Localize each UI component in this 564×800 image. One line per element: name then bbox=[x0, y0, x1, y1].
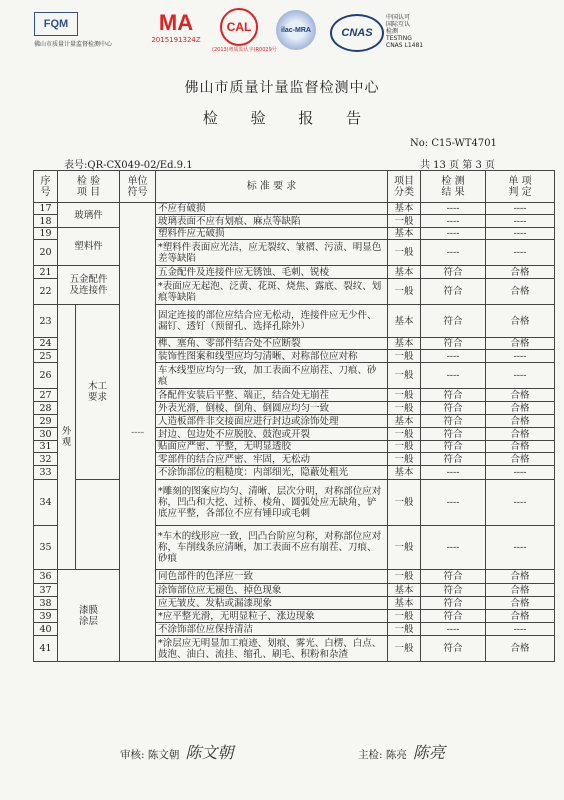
standard-requirement: 塑料件应无破损 bbox=[156, 228, 388, 240]
fqm-logo-caption: 佛山市质量计量监督检测中心 bbox=[34, 41, 113, 48]
item-group-label bbox=[58, 203, 120, 228]
item-judgement: 合格 bbox=[486, 453, 555, 466]
standard-requirement: 装饰性图案和线型应均匀清晰、对称部位应对称 bbox=[156, 350, 388, 363]
item-judgement: 合格 bbox=[486, 441, 555, 453]
item-class: 基本 bbox=[388, 228, 421, 240]
standard-requirement: *雕刻的图案应均匀、清晰、层次分明，对称部位应对称，凹凸和大挖、过桥、棱角、圆弧处应无缺角，铲底应平整，各部位不应有锤印或毛刺 bbox=[156, 480, 388, 526]
table-row bbox=[34, 480, 555, 526]
test-result: ---- bbox=[421, 240, 486, 266]
item-group-text: 五金配件 及连接件 bbox=[69, 274, 108, 296]
row-number: 21 bbox=[34, 266, 58, 279]
standard-requirement: 玻璃表面不应有划痕、麻点等缺陷 bbox=[156, 215, 388, 228]
item-class: 一般 bbox=[388, 215, 421, 228]
report-number: No: C15-WT4701 bbox=[410, 138, 497, 149]
standard-requirement: 五金配件及连接件应无锈蚀、毛刺、锐棱 bbox=[156, 266, 388, 279]
row-number: 22 bbox=[34, 279, 58, 305]
row-number: 20 bbox=[34, 240, 58, 266]
standard-requirement: *表面应无起泡、泛黄、花斑、烧焦、露底、裂纹、划痕等缺陷 bbox=[156, 279, 388, 305]
standard-requirement: 应无皱皮、发粘或漏漆现象 bbox=[156, 597, 388, 610]
item-judgement: 合格 bbox=[486, 415, 555, 428]
test-result: 符合 bbox=[421, 441, 486, 453]
item-group-text: 玻璃件 bbox=[74, 209, 103, 221]
report-title: 检 验 报 告 bbox=[202, 109, 376, 127]
row-number: 24 bbox=[34, 338, 58, 350]
row-number: 28 bbox=[34, 402, 58, 415]
row-number: 40 bbox=[34, 623, 58, 636]
row-number: 26 bbox=[34, 363, 58, 389]
col-unit-header: 单位 符号 bbox=[120, 171, 156, 203]
standard-requirement: 零部件的结合应严密、牢固，无松动 bbox=[156, 453, 388, 466]
test-result: ---- bbox=[421, 466, 486, 480]
cnas-caption-line: 检测 bbox=[386, 28, 399, 35]
item-judgement: 合格 bbox=[486, 570, 555, 584]
item-judgement: ---- bbox=[486, 228, 555, 240]
item-class: 一般 bbox=[388, 279, 421, 305]
ilac-mra-logo: ilac-MRA bbox=[276, 10, 316, 50]
item-judgement: ---- bbox=[486, 526, 555, 570]
standard-requirement: 榫、塞角、零部件结合处不应断裂 bbox=[156, 338, 388, 350]
cma-logo bbox=[150, 10, 202, 44]
wood-group-continuation bbox=[76, 480, 120, 570]
inspector-signature bbox=[358, 740, 445, 763]
test-result: ---- bbox=[421, 363, 486, 389]
reviewer-signature bbox=[120, 740, 233, 763]
item-class: 基本 bbox=[388, 203, 421, 215]
standard-requirement: *塑料件表面应光洁，应无裂纹、皱褶、污渍、明显色差等缺陷 bbox=[156, 240, 388, 266]
item-judgement: ---- bbox=[486, 480, 555, 526]
item-class: 一般 bbox=[388, 402, 421, 415]
test-result: 符合 bbox=[421, 636, 486, 662]
item-class: 一般 bbox=[388, 570, 421, 584]
organization-name: 佛山市质量计量监督检测中心 bbox=[184, 80, 380, 96]
item-class: 一般 bbox=[388, 480, 421, 526]
item-judgement: 合格 bbox=[486, 584, 555, 597]
table-row bbox=[34, 305, 555, 338]
test-result: ---- bbox=[421, 203, 486, 215]
cal-logo-mark: CAL bbox=[220, 8, 258, 46]
row-number: 32 bbox=[34, 453, 58, 466]
test-result: ---- bbox=[421, 526, 486, 570]
standard-requirement: 车木线型应均匀一致，加工表面不应崩茬、刀痕、砂痕 bbox=[156, 363, 388, 389]
test-result: ---- bbox=[421, 228, 486, 240]
row-number: 17 bbox=[34, 203, 58, 215]
unit-symbol: ---- bbox=[120, 203, 156, 662]
row-number: 25 bbox=[34, 350, 58, 363]
test-result: 符合 bbox=[421, 415, 486, 428]
item-judgement: ---- bbox=[486, 215, 555, 228]
test-result: ---- bbox=[421, 480, 486, 526]
row-number: 36 bbox=[34, 570, 58, 584]
standard-requirement: 各配件安装后平整、端正，结合处无崩茬 bbox=[156, 389, 388, 402]
cnas-caption-line: CNAS L1481 bbox=[386, 42, 424, 49]
item-judgement: ---- bbox=[486, 466, 555, 480]
row-number: 39 bbox=[34, 610, 58, 623]
item-group-text: 漆膜 涂层 bbox=[78, 604, 98, 627]
row-number: 35 bbox=[34, 526, 58, 570]
wood-group-label bbox=[76, 305, 120, 480]
item-class: 基本 bbox=[388, 266, 421, 279]
test-result: 符合 bbox=[421, 279, 486, 305]
item-judgement: 合格 bbox=[486, 338, 555, 350]
standard-requirement: *车木的线形应一致，凹凸台阶应匀称，对称部位应对称，车削线条应清晰，加工表面不应有崩茬、刀痕、砂痕 bbox=[156, 526, 388, 570]
table-row bbox=[34, 228, 555, 240]
standard-requirement: 不涂饰部位应保持清洁 bbox=[156, 623, 388, 636]
item-judgement: 合格 bbox=[486, 402, 555, 415]
col-seq-header: 序 号 bbox=[34, 171, 58, 203]
standard-requirement: 贴面应严密、平整，无明显透胶 bbox=[156, 441, 388, 453]
appearance-group-text: 外 观 bbox=[61, 426, 72, 448]
item-class: 一般 bbox=[388, 389, 421, 402]
header-logos bbox=[0, 8, 564, 58]
item-class: 一般 bbox=[388, 350, 421, 363]
cnas-caption bbox=[386, 14, 423, 49]
test-result: ---- bbox=[421, 623, 486, 636]
col-req-header: 标 准 要 求 bbox=[156, 171, 388, 203]
row-number: 23 bbox=[34, 305, 58, 338]
item-judgement: 合格 bbox=[486, 428, 555, 441]
cnas-logo: CNAS bbox=[330, 14, 384, 52]
item-class: 基本 bbox=[388, 305, 421, 338]
cal-logo bbox=[212, 8, 277, 53]
col-result-header: 检 测 结 果 bbox=[421, 171, 486, 203]
item-class: 一般 bbox=[388, 636, 421, 662]
page-info: 共 13 页 第 3 页 bbox=[420, 160, 495, 171]
standard-requirement: 人造板部件非交接面应进行封边或涂饰处理 bbox=[156, 415, 388, 428]
item-judgement: ---- bbox=[486, 203, 555, 215]
item-class: 基本 bbox=[388, 415, 421, 428]
form-number: 表号:QR-CX049-02/Ed.9.1 bbox=[64, 160, 193, 171]
reviewer-handwriting: 陈文朝 bbox=[185, 743, 234, 762]
fqm-logo bbox=[34, 12, 113, 48]
row-number: 19 bbox=[34, 228, 58, 240]
item-class: 基本 bbox=[388, 466, 421, 480]
test-result: 符合 bbox=[421, 610, 486, 623]
standard-requirement: 同色部件的色泽应一致 bbox=[156, 570, 388, 584]
test-result: 符合 bbox=[421, 453, 486, 466]
row-number: 29 bbox=[34, 415, 58, 428]
table-row bbox=[34, 266, 555, 279]
row-number: 27 bbox=[34, 389, 58, 402]
standard-requirement: 不涂饰部位的粗糙度：内部细光，隐蔽处粗光 bbox=[156, 466, 388, 480]
test-result: 符合 bbox=[421, 584, 486, 597]
item-judgement: ---- bbox=[486, 363, 555, 389]
table-header-row bbox=[34, 171, 555, 203]
item-judgement: 合格 bbox=[486, 266, 555, 279]
cnas-caption-line: 国际互认 bbox=[386, 21, 411, 28]
fqm-logo-mark: FQM bbox=[34, 12, 78, 36]
test-result: ---- bbox=[421, 350, 486, 363]
item-class: 一般 bbox=[388, 526, 421, 570]
item-class: 一般 bbox=[388, 363, 421, 389]
wood-group-text: 木工 要求 bbox=[87, 381, 107, 403]
item-judgement: 合格 bbox=[486, 305, 555, 338]
item-group-label bbox=[58, 570, 120, 662]
test-result: 符合 bbox=[421, 305, 486, 338]
row-number: 41 bbox=[34, 636, 58, 662]
inspector-label: 主检: 陈亮 bbox=[358, 749, 407, 761]
item-class: 一般 bbox=[388, 453, 421, 466]
test-result: 符合 bbox=[421, 338, 486, 350]
item-judgement: 合格 bbox=[486, 279, 555, 305]
item-class: 基本 bbox=[388, 338, 421, 350]
standard-requirement: *应平整光滑，无明显粒子、涨边现象 bbox=[156, 610, 388, 623]
item-class: 一般 bbox=[388, 441, 421, 453]
reviewer-label: 审核: 陈文朝 bbox=[120, 749, 180, 761]
item-judgement: ---- bbox=[486, 623, 555, 636]
item-judgement: ---- bbox=[486, 240, 555, 266]
test-result: 符合 bbox=[421, 389, 486, 402]
cma-logo-mark: MA bbox=[158, 10, 194, 35]
row-number: 30 bbox=[34, 428, 58, 441]
item-judgement: 合格 bbox=[486, 597, 555, 610]
item-class: 基本 bbox=[388, 597, 421, 610]
test-result: 符合 bbox=[421, 428, 486, 441]
item-class: 一般 bbox=[388, 623, 421, 636]
col-class-header: 项目 分类 bbox=[388, 171, 421, 203]
test-result: 符合 bbox=[421, 570, 486, 584]
row-number: 31 bbox=[34, 441, 58, 453]
item-class: 一般 bbox=[388, 240, 421, 266]
col-judge-header: 单 项 判 定 bbox=[486, 171, 555, 203]
cal-number: (2013)粤质监认字(R0029号 bbox=[212, 47, 277, 53]
row-number: 34 bbox=[34, 480, 58, 526]
table-row bbox=[34, 203, 555, 215]
table-row bbox=[34, 570, 555, 584]
test-result: 符合 bbox=[421, 402, 486, 415]
item-group-text: 塑料件 bbox=[74, 241, 103, 252]
cma-number: 2015191324Z bbox=[151, 36, 201, 44]
item-group-label bbox=[58, 228, 120, 266]
standard-requirement: 固定连接的部位应结合应无松动，连接件应无少件、漏钉、透钉（预留孔、选择孔除外） bbox=[156, 305, 388, 338]
standard-requirement: 外表光滑，倒棱、倒角、倒圆应均匀一致 bbox=[156, 402, 388, 415]
inspector-handwriting: 陈亮 bbox=[412, 743, 445, 762]
row-number: 18 bbox=[34, 215, 58, 228]
standard-requirement: 封边、包边处不应脱胶、鼓泡或开裂 bbox=[156, 428, 388, 441]
item-judgement: ---- bbox=[486, 350, 555, 363]
standard-requirement: 涂饰部位应无褪色、掉色现象 bbox=[156, 584, 388, 597]
row-number: 37 bbox=[34, 584, 58, 597]
standard-requirement: *涂层应无明显加工痕迹、划痕、雾光、白楞、白点、鼓泡、油白、流挂、缩孔、刷毛、积粉和杂渣 bbox=[156, 636, 388, 662]
test-result: ---- bbox=[421, 215, 486, 228]
col-item-header: 检 验 项 目 bbox=[58, 171, 120, 203]
appearance-group-label bbox=[58, 305, 76, 570]
inspection-table bbox=[33, 170, 555, 662]
cnas-caption-line: TESTING bbox=[386, 35, 412, 42]
item-class: 基本 bbox=[388, 584, 421, 597]
standard-requirement: 不应有破损 bbox=[156, 203, 388, 215]
item-class: 一般 bbox=[388, 428, 421, 441]
test-result: 符合 bbox=[421, 597, 486, 610]
row-number: 38 bbox=[34, 597, 58, 610]
cnas-caption-line: 中国认可 bbox=[386, 14, 411, 21]
item-judgement: 合格 bbox=[486, 389, 555, 402]
item-judgement: 合格 bbox=[486, 610, 555, 623]
test-result: 符合 bbox=[421, 266, 486, 279]
row-number: 33 bbox=[34, 466, 58, 480]
item-judgement: 合格 bbox=[486, 636, 555, 662]
item-class: 一般 bbox=[388, 610, 421, 623]
item-group-label bbox=[58, 266, 120, 305]
